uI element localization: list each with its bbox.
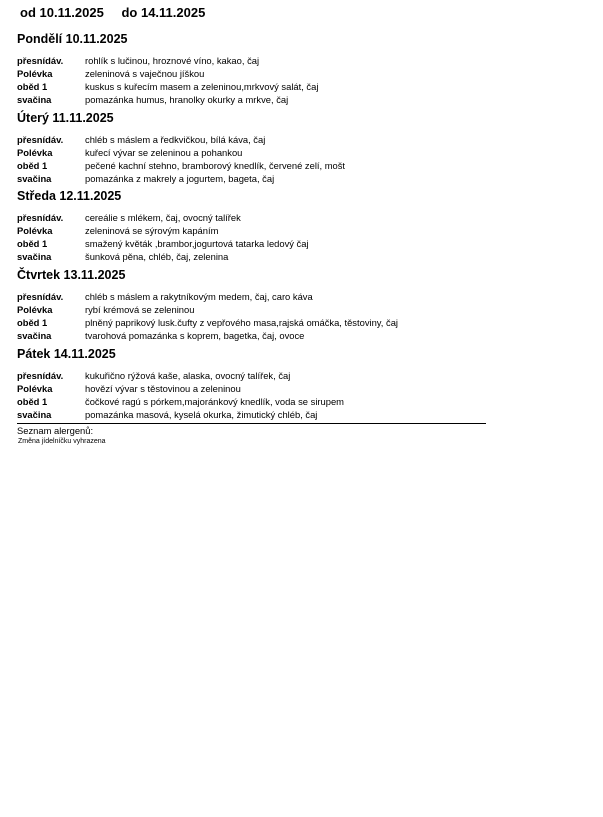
date-from: od 10.11.2025	[20, 5, 104, 20]
meal-value: cereálie s mlékem, čaj, ovocný talířek	[85, 212, 241, 223]
meal-label: svačina	[17, 94, 52, 105]
meal-label: přesnídáv.	[17, 291, 64, 302]
meal-value: zeleninová s vaječnou jíškou	[85, 68, 205, 79]
menu-change-note: Změna jídelníčku vyhrazena	[18, 438, 106, 445]
day-title: Čtvrtek 13.11.2025	[17, 268, 126, 282]
meal-row-lunch	[17, 80, 487, 93]
day-title: Pondělí 10.11.2025	[17, 32, 128, 46]
meal-value: kuskus s kuřecím masem a zeleninou,mrkvový salát, čaj	[85, 81, 319, 92]
meal-label: oběd 1	[17, 396, 48, 407]
meal-row-lunch	[17, 316, 487, 329]
meal-value: rybí krémová se zeleninou	[85, 304, 195, 315]
meal-value: pomazánka z makrely a jogurtem, bageta, čaj	[85, 173, 275, 184]
meal-value: rohlík s lučinou, hroznové víno, kakao, čaj	[85, 55, 260, 66]
day-section-friday	[17, 346, 487, 421]
meal-row-lunch	[17, 159, 487, 172]
meal-row-snack-afternoon	[17, 93, 487, 106]
meal-label: Polévka	[17, 147, 53, 158]
day-section-thursday	[17, 267, 487, 342]
allergens-label: Seznam alergenů:	[17, 425, 94, 436]
meal-value: pečené kachní stehno, bramborový knedlík, červené zelí, mošt	[85, 160, 346, 171]
meal-value: smažený květák ,brambor,jogurtová tatarka ledový čaj	[85, 238, 309, 249]
meal-label: Polévka	[17, 68, 53, 79]
meal-value: plněný paprikový lusk.čufty z vepřového masa,rajská omáčka, těstoviny, čaj	[85, 317, 398, 328]
meal-label: Polévka	[17, 383, 53, 394]
meal-value: pomazánka humus, hranolky okurky a mrkve, čaj	[85, 94, 289, 105]
meal-row-snack-morning	[17, 369, 487, 382]
meal-value: čočkové ragú s pórkem,majoránkový knedlík, voda se sirupem	[85, 396, 344, 407]
day-section-wednesday	[17, 188, 487, 263]
meal-value: šunková pěna, chléb, čaj, zelenina	[85, 251, 229, 262]
meal-label: Polévka	[17, 225, 53, 236]
day-section-tuesday	[17, 110, 487, 185]
meal-row-snack-afternoon	[17, 329, 487, 342]
meal-value: pomazánka masová, kyselá okurka, žimutický chléb, čaj	[85, 409, 318, 420]
meal-row-snack-morning	[17, 133, 487, 146]
meal-value: kuřecí vývar se zeleninou a pohankou	[85, 147, 243, 158]
meal-row-snack-morning	[17, 54, 487, 67]
meal-label: přesnídáv.	[17, 212, 64, 223]
meal-value: hovězí vývar s těstovinou a zeleninou	[85, 383, 241, 394]
meal-label: Polévka	[17, 304, 53, 315]
meal-label: svačina	[17, 330, 52, 341]
meal-label: oběd 1	[17, 81, 48, 92]
meal-value: chléb s máslem a rakytníkovým medem, čaj, caro káva	[85, 291, 313, 302]
day-title: Úterý 11.11.2025	[17, 111, 114, 125]
meal-value: kukuřično rýžová kaše, alaska, ovocný talířek, čaj	[85, 370, 291, 381]
meal-value: zeleninová se sýrovým kapáním	[85, 225, 219, 236]
meal-label: přesnídáv.	[17, 134, 64, 145]
meal-label: svačina	[17, 409, 52, 420]
meal-row-snack-afternoon	[17, 172, 487, 185]
meal-value: chléb s máslem a ředkvičkou, bílá káva, čaj	[85, 134, 266, 145]
meal-row-soup	[17, 303, 487, 316]
day-section-monday	[17, 31, 487, 106]
date-range-header	[20, 5, 205, 20]
meal-row-snack-morning	[17, 211, 487, 224]
meal-row-snack-morning	[17, 290, 487, 303]
meal-row-snack-afternoon	[17, 408, 487, 421]
meal-label: oběd 1	[17, 238, 48, 249]
day-title: Pátek 14.11.2025	[17, 347, 116, 361]
meal-label: přesnídáv.	[17, 55, 64, 66]
meal-value: tvarohová pomazánka s koprem, bagetka, čaj, ovoce	[85, 330, 305, 341]
meal-row-lunch	[17, 237, 487, 250]
meal-label: přesnídáv.	[17, 370, 64, 381]
meal-label: oběd 1	[17, 160, 48, 171]
date-to: do 14.11.2025	[121, 5, 206, 20]
meal-row-soup	[17, 382, 487, 395]
day-title: Středa 12.11.2025	[17, 189, 122, 203]
meal-label: svačina	[17, 173, 52, 184]
divider-line	[17, 423, 486, 424]
meal-row-soup	[17, 146, 487, 159]
meal-row-snack-afternoon	[17, 250, 487, 263]
meal-row-soup	[17, 67, 487, 80]
meal-row-lunch	[17, 395, 487, 408]
meal-label: oběd 1	[17, 317, 48, 328]
meal-row-soup	[17, 224, 487, 237]
meal-label: svačina	[17, 251, 52, 262]
